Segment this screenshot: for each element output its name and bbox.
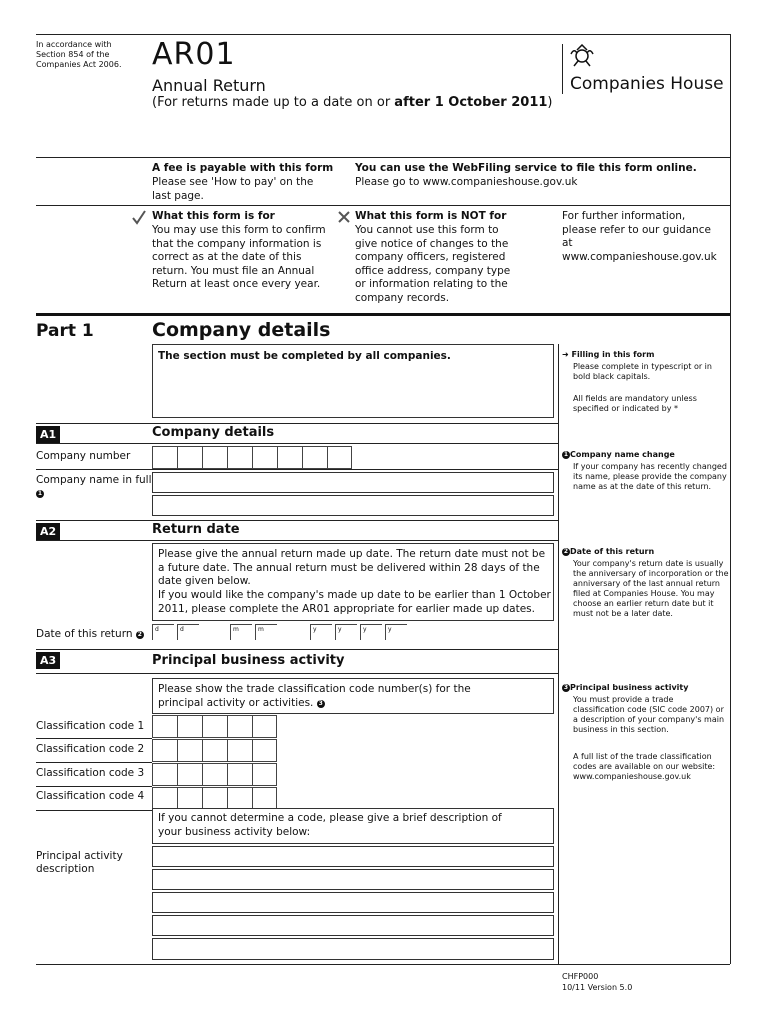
info-2-icon: 2 bbox=[563, 548, 569, 555]
company-number-input[interactable] bbox=[152, 446, 352, 469]
company-name-input-1[interactable] bbox=[152, 472, 554, 493]
code-cell[interactable] bbox=[227, 715, 252, 738]
a2-rule bbox=[36, 520, 558, 521]
arrow-right-icon: ➜ bbox=[562, 350, 569, 359]
a1-row-rule bbox=[36, 469, 558, 470]
date-of-return-input[interactable] bbox=[152, 624, 554, 644]
date-cell-m1[interactable]: m bbox=[230, 624, 252, 640]
date-label bbox=[36, 628, 144, 641]
webfiling-text: Please go to www.companieshouse.gov.uk bbox=[355, 176, 578, 188]
crest-icon bbox=[568, 44, 596, 68]
code-cell[interactable] bbox=[152, 715, 177, 738]
a1-rule bbox=[36, 423, 558, 424]
company-number-cell[interactable] bbox=[202, 446, 227, 469]
date-cell-m2[interactable]: m bbox=[255, 624, 277, 640]
a3-note-text2: A full list of the trade classification codes are available on our website: www.companieshouse.gov.uk bbox=[573, 752, 716, 781]
legal-note: In accordance with Section 854 of the Companies Act 2006. bbox=[36, 40, 122, 69]
a3-note-title bbox=[562, 683, 688, 693]
activity-description-input-2[interactable] bbox=[152, 869, 554, 890]
company-number-cell[interactable] bbox=[302, 446, 327, 469]
activity-description-input-5[interactable] bbox=[152, 938, 554, 960]
a3-note-text1: You must provide a trade classification code (SIC code 2007) or a description of your company's main business in this section. bbox=[573, 695, 725, 734]
a3-title: Principal business activity bbox=[152, 653, 345, 668]
a2-title: Return date bbox=[152, 522, 240, 537]
company-name-input-2[interactable] bbox=[152, 495, 554, 516]
code-cell[interactable] bbox=[152, 739, 177, 762]
notes-divider bbox=[558, 344, 559, 964]
code-cell[interactable] bbox=[227, 787, 252, 810]
company-name-label-text: Company name in full bbox=[36, 474, 152, 486]
a1-note-title bbox=[562, 450, 675, 460]
code-cell[interactable] bbox=[177, 763, 202, 786]
info-2-icon: 2 bbox=[137, 631, 142, 638]
date-cell-d1[interactable]: d bbox=[152, 624, 174, 640]
part1-rule bbox=[36, 313, 730, 316]
company-number-cell[interactable] bbox=[252, 446, 277, 469]
a2-text2: If you would like the company's made up date to be earlier than 1 October 2011, please complete the AR01 appropriate for earlier made up dates. bbox=[158, 589, 551, 615]
a2-note-text: Your company's return date is usually the anniversary of incorporation or the anniversary of the last annual return filed at Companies House. You may choose an earlier return date but it must not be a later date. bbox=[573, 559, 729, 618]
code-row-rule bbox=[36, 762, 152, 763]
activity-description-input-1[interactable] bbox=[152, 846, 554, 867]
date-cell-y3[interactable]: y bbox=[360, 624, 382, 640]
code-cell[interactable] bbox=[202, 787, 227, 810]
a2-instruction-box bbox=[152, 543, 554, 621]
a3-badge: A3 bbox=[36, 652, 60, 669]
a3-text1 bbox=[158, 683, 508, 710]
company-number-cell[interactable] bbox=[327, 446, 352, 469]
code-cell[interactable] bbox=[152, 763, 177, 786]
not-for-text: You cannot use this form to give notice of changes to the company officers, registered office address, company type or information relating to the company records. bbox=[355, 224, 511, 304]
a2-text1: Please give the annual return made up date. The return date must not be a future date. The annual return must be delivered within 28 days of the date given below. bbox=[158, 548, 546, 587]
a3-text2: If you cannot determine a code, please give a brief description of your business activity below: bbox=[158, 812, 502, 838]
tick-icon bbox=[131, 209, 147, 225]
a3-rule bbox=[36, 649, 558, 650]
classification-code-label-2: Classification code 2 bbox=[36, 743, 145, 755]
classification-code-input-4[interactable] bbox=[152, 787, 277, 810]
date-label-text: Date of this return bbox=[36, 628, 133, 640]
code-row-rule bbox=[36, 738, 152, 739]
code-cell[interactable] bbox=[252, 787, 277, 810]
a1-note-text: If your company has recently changed its name, please provide the company name as at the date of this return. bbox=[573, 462, 727, 491]
form-subtitle bbox=[152, 95, 553, 111]
company-number-label: Company number bbox=[36, 450, 131, 462]
a2-sub-rule bbox=[36, 540, 558, 541]
subtitle-suffix: ) bbox=[547, 95, 553, 110]
company-number-cell[interactable] bbox=[177, 446, 202, 469]
code-cell[interactable] bbox=[227, 763, 252, 786]
code-cell[interactable] bbox=[252, 763, 277, 786]
form-code: AR01 bbox=[152, 37, 236, 72]
filling-note-title bbox=[562, 350, 654, 360]
classification-code-input-3[interactable] bbox=[152, 763, 277, 786]
a1-sub-rule bbox=[36, 443, 558, 444]
part1-label: Part 1 bbox=[36, 321, 94, 341]
activity-description-input-4[interactable] bbox=[152, 915, 554, 936]
a1-title: Company details bbox=[152, 425, 275, 440]
date-cell-y2[interactable]: y bbox=[335, 624, 357, 640]
intro-rule bbox=[36, 157, 730, 158]
activity-description-label: Principal activity description bbox=[36, 850, 123, 875]
a3-note-title-text: Principal business activity bbox=[570, 683, 689, 692]
classification-code-input-1[interactable] bbox=[152, 715, 277, 738]
a3-text1-text: Please show the trade classification code number(s) for the principal activity or activities. bbox=[158, 683, 471, 709]
info-3-icon: 3 bbox=[563, 684, 569, 691]
company-number-cell[interactable] bbox=[227, 446, 252, 469]
classification-code-label-1: Classification code 1 bbox=[36, 720, 145, 732]
code-cell[interactable] bbox=[227, 739, 252, 762]
a2-badge: A2 bbox=[36, 523, 60, 540]
company-number-cell[interactable] bbox=[152, 446, 177, 469]
a3-text2-box bbox=[152, 808, 554, 844]
footer-code: CHFP000 bbox=[562, 972, 599, 981]
filling-note-text2: All fields are mandatory unless specified or indicated by * bbox=[573, 394, 697, 413]
code-cell[interactable] bbox=[202, 739, 227, 762]
date-cell-y4[interactable]: y bbox=[385, 624, 407, 640]
code-cell[interactable] bbox=[152, 787, 177, 810]
classification-code-label-4: Classification code 4 bbox=[36, 790, 145, 802]
part1-instruction: The section must be completed by all companies. bbox=[158, 350, 451, 362]
code-row-rule bbox=[36, 810, 152, 811]
footer-version: 10/11 Version 5.0 bbox=[562, 983, 633, 992]
a1-note-title-text: Company name change bbox=[570, 450, 675, 459]
form-title: Annual Return bbox=[152, 76, 266, 95]
org-name: Companies House bbox=[570, 74, 724, 94]
part1-instruction-box bbox=[152, 344, 554, 418]
intro-rule-2 bbox=[36, 205, 730, 206]
info-1-icon: 1 bbox=[37, 490, 43, 497]
classification-code-input-2[interactable] bbox=[152, 739, 277, 762]
date-cell-y1[interactable]: y bbox=[310, 624, 332, 640]
filling-note-title-text: Filling in this form bbox=[571, 350, 655, 359]
code-cell[interactable] bbox=[202, 763, 227, 786]
subtitle-date: after 1 October 2011 bbox=[394, 95, 548, 110]
fee-text: Please see 'How to pay' on the last page. bbox=[152, 176, 314, 202]
further-info: For further information, please refer to our guidance at www.companieshouse.gov.uk bbox=[562, 210, 717, 263]
info-3-icon: 3 bbox=[318, 699, 323, 707]
code-cell[interactable] bbox=[177, 739, 202, 762]
company-name-label bbox=[36, 474, 152, 500]
classification-code-label-3: Classification code 3 bbox=[36, 767, 145, 779]
a2-note-title-text: Date of this return bbox=[570, 547, 655, 556]
activity-description-input-3[interactable] bbox=[152, 892, 554, 913]
a1-badge: A1 bbox=[36, 426, 60, 443]
code-cell[interactable] bbox=[177, 787, 202, 810]
part1-title: Company details bbox=[152, 319, 331, 341]
is-for-title: What this form is for bbox=[152, 210, 275, 222]
date-cell-d2[interactable]: d bbox=[177, 624, 199, 640]
webfiling-title: You can use the WebFiling service to file this form online. bbox=[355, 162, 697, 174]
a2-note-title bbox=[562, 547, 654, 557]
logo-divider bbox=[562, 44, 563, 94]
code-cell[interactable] bbox=[202, 715, 227, 738]
code-cell[interactable] bbox=[177, 715, 202, 738]
bottom-rule bbox=[36, 964, 730, 965]
a3-sub-rule bbox=[36, 673, 558, 674]
info-1-icon: 1 bbox=[563, 451, 569, 458]
subtitle-prefix: (For returns made up to a date on or bbox=[152, 95, 395, 110]
cross-icon bbox=[337, 210, 351, 224]
code-cell[interactable] bbox=[252, 739, 277, 762]
not-for-title: What this form is NOT for bbox=[355, 210, 507, 222]
code-row-rule bbox=[36, 786, 152, 787]
company-number-cell[interactable] bbox=[277, 446, 302, 469]
code-cell[interactable] bbox=[252, 715, 277, 738]
page-right-border bbox=[730, 34, 731, 964]
filling-note-text1: Please complete in typescript or in bold black capitals. bbox=[573, 362, 712, 381]
a3-instruction-box bbox=[152, 678, 554, 714]
top-rule bbox=[36, 34, 730, 35]
fee-title: A fee is payable with this form bbox=[152, 162, 334, 174]
is-for-text: You may use this form to confirm that the company information is correct as at the date of this return. You must file an Annual Return at least once every year. bbox=[152, 224, 326, 290]
